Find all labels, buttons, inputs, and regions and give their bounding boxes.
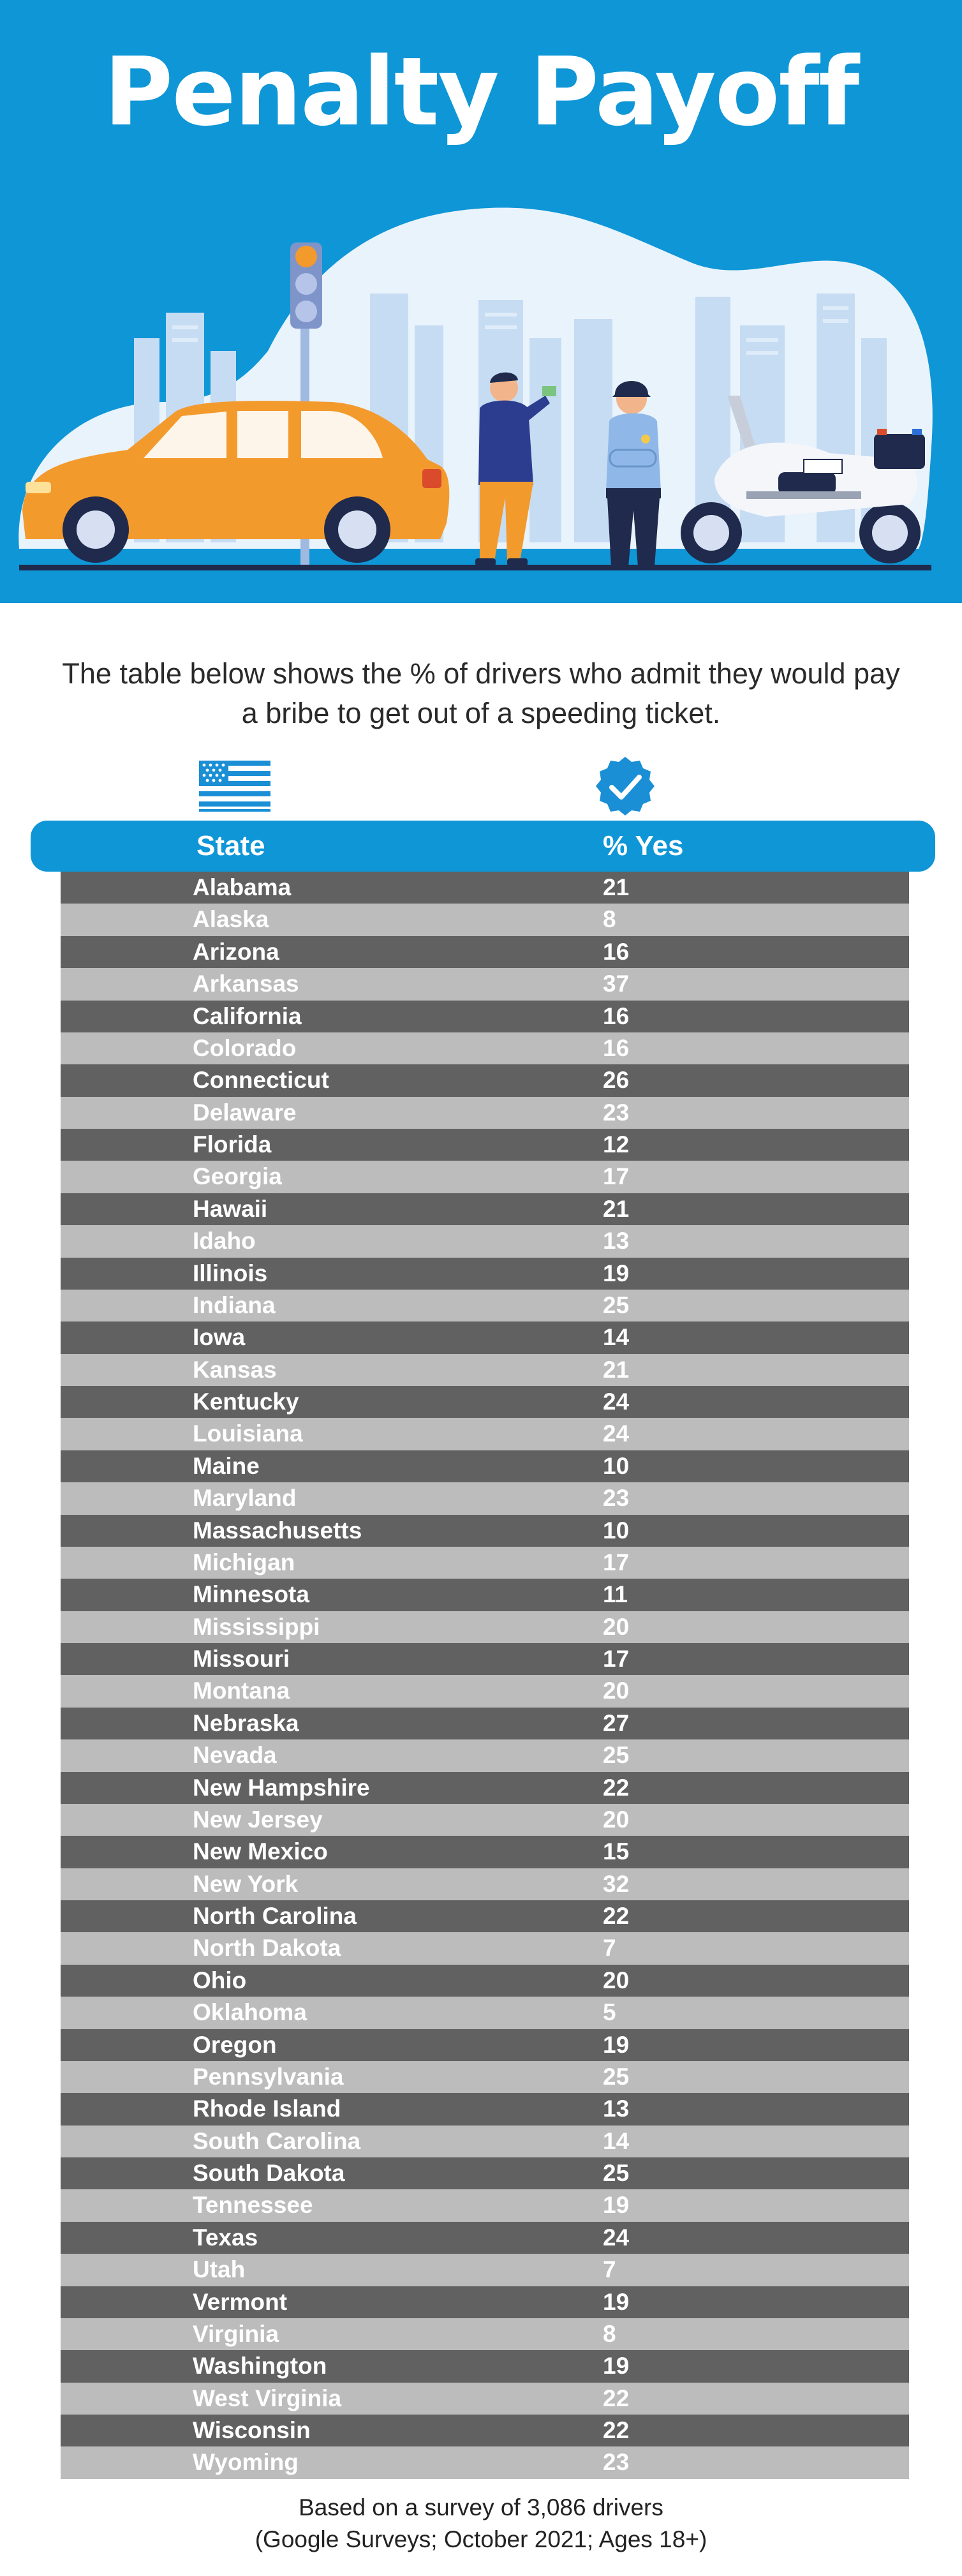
state-cell: New Hampshire (193, 1774, 370, 1801)
percent-yes-cell: 15 (603, 1838, 630, 1865)
percent-yes-cell: 20 (603, 1678, 630, 1704)
state-cell: Oklahoma (193, 1999, 307, 2026)
table-row (61, 1900, 909, 1932)
percent-yes-cell: 21 (603, 1356, 630, 1383)
table-row (61, 1225, 909, 1257)
table-row (61, 1354, 909, 1386)
table-row (61, 1450, 909, 1482)
percent-yes-cell: 10 (603, 1452, 630, 1479)
traffic-stop-illustration (0, 191, 962, 603)
page-title: Penalty Payoff (103, 37, 859, 147)
table-row (61, 2061, 909, 2093)
percent-yes-cell: 16 (603, 1002, 630, 1029)
state-cell: Rhode Island (193, 2096, 341, 2122)
state-cell: Maine (193, 1452, 260, 1479)
percent-yes-cell: 24 (603, 1389, 630, 1415)
percent-yes-cell: 5 (603, 1999, 616, 2026)
table-row (61, 2157, 909, 2189)
state-cell: Nebraska (193, 1709, 299, 1736)
percent-yes-cell: 20 (603, 1806, 630, 1833)
percent-yes-cell: 13 (603, 2096, 630, 2122)
state-cell: Maryland (193, 1485, 297, 1512)
table-row (61, 1772, 909, 1804)
percent-yes-cell: 21 (603, 874, 630, 900)
state-cell: Arkansas (193, 971, 299, 997)
table-row (61, 872, 909, 904)
percent-yes-cell: 7 (603, 2256, 616, 2283)
state-cell: Tennessee (193, 2192, 313, 2219)
state-cell: Hawaii (193, 1195, 268, 1222)
table-row (61, 2029, 909, 2061)
state-cell: South Carolina (193, 2127, 361, 2154)
state-cell: Illinois (193, 1260, 268, 1286)
percent-yes-cell: 22 (603, 2417, 630, 2443)
percent-yes-cell: 17 (603, 1163, 630, 1190)
state-cell: Alaska (193, 906, 269, 933)
state-cell: New Mexico (193, 1838, 328, 1865)
table-row (61, 1965, 909, 1997)
state-cell: Massachusetts (193, 1517, 362, 1544)
state-cell: Indiana (193, 1292, 276, 1318)
percent-yes-cell: 26 (603, 1067, 630, 1094)
percent-yes-cell: 25 (603, 2063, 630, 2090)
state-cell: Iowa (193, 1324, 246, 1351)
state-cell: South Dakota (193, 2160, 345, 2186)
percent-yes-cell: 16 (603, 938, 630, 965)
percent-yes-cell: 23 (603, 2449, 630, 2476)
table-row (61, 1836, 909, 1868)
table-row (61, 968, 909, 1000)
state-cell: Colorado (193, 1034, 297, 1061)
table-row (61, 1386, 909, 1418)
state-cell: Washington (193, 2353, 327, 2379)
percent-yes-cell: 19 (603, 2353, 630, 2379)
state-cell: Missouri (193, 1646, 290, 1672)
state-cell: Texas (193, 2224, 258, 2251)
table-row (61, 1997, 909, 2029)
table-row (61, 1804, 909, 1836)
footnote-line-2: (Google Surveys; October 2021; Ages 18+) (255, 2526, 707, 2552)
percent-yes-cell: 8 (603, 2320, 616, 2347)
percent-yes-cell: 19 (603, 2288, 630, 2315)
state-cell: Delaware (193, 1099, 297, 1126)
state-cell: Wisconsin (193, 2417, 311, 2443)
table-row (61, 1161, 909, 1193)
table-row (61, 1643, 909, 1675)
column-header-state: State (196, 830, 265, 861)
table-row (61, 1675, 909, 1707)
percent-yes-cell: 14 (603, 2127, 630, 2154)
table-row (61, 2286, 909, 2318)
percent-yes-cell: 23 (603, 1485, 630, 1512)
percent-yes-cell: 17 (603, 1646, 630, 1672)
table-row (61, 2350, 909, 2382)
percent-yes-cell: 22 (603, 1774, 630, 1801)
table-row (61, 2318, 909, 2350)
state-cell: Vermont (193, 2288, 288, 2315)
state-cell: Nevada (193, 1742, 277, 1769)
percent-yes-cell: 25 (603, 2160, 630, 2186)
state-cell: Wyoming (193, 2449, 299, 2476)
table-row (61, 936, 909, 968)
table-row (61, 1129, 909, 1161)
percent-yes-cell: 17 (603, 1549, 630, 1575)
us-flag-icon (199, 761, 270, 812)
percent-yes-cell: 19 (603, 1260, 630, 1286)
state-cell: North Carolina (193, 1903, 357, 1929)
state-cell: California (193, 1002, 302, 1029)
state-cell: Mississippi (193, 1613, 320, 1640)
table-row (61, 1868, 909, 1900)
percent-yes-cell: 25 (603, 1742, 630, 1769)
table-row (61, 2415, 909, 2446)
table-row (61, 2222, 909, 2254)
table-row (61, 2254, 909, 2286)
percent-yes-cell: 8 (603, 906, 616, 933)
table-row (61, 1322, 909, 1353)
state-cell: Ohio (193, 1967, 247, 1993)
table-row (61, 1290, 909, 1322)
table-header (31, 821, 935, 872)
state-cell: Utah (193, 2256, 246, 2283)
state-cell: Pennsylvania (193, 2063, 344, 2090)
table-row (61, 1193, 909, 1225)
percent-yes-cell: 32 (603, 1870, 630, 1897)
column-header-percent-yes: % Yes (603, 830, 684, 861)
percent-yes-cell: 24 (603, 2224, 630, 2251)
state-cell: New York (193, 1870, 299, 1897)
footnote-line-1: Based on a survey of 3,086 drivers (299, 2494, 663, 2520)
table-row (61, 1579, 909, 1611)
percent-yes-cell: 19 (603, 2031, 630, 2058)
state-cell: Connecticut (193, 1067, 329, 1094)
state-cell: Idaho (193, 1228, 256, 1254)
state-cell: West Virginia (193, 2385, 342, 2411)
intro-text: The table below shows the % of drivers who admit they would pay a bribe to get out of a speeding ticket. (62, 657, 900, 729)
table-row (61, 2383, 909, 2415)
table-row (61, 1932, 909, 1964)
state-cell: Arizona (193, 938, 279, 965)
state-cell: Kentucky (193, 1389, 299, 1415)
table-row (61, 1547, 909, 1579)
state-cell: Kansas (193, 1356, 277, 1383)
percent-yes-cell: 16 (603, 1034, 630, 1061)
percent-yes-cell: 13 (603, 1228, 630, 1254)
state-cell: Alabama (193, 874, 292, 900)
state-cell: Minnesota (193, 1581, 309, 1608)
percent-yes-cell: 27 (603, 1709, 630, 1736)
header-band (0, 0, 962, 603)
footnote (64, 2492, 898, 2556)
table-row (61, 1258, 909, 1290)
percent-yes-cell: 23 (603, 1099, 630, 1126)
percent-yes-cell: 22 (603, 2385, 630, 2411)
percent-yes-cell: 7 (603, 1935, 616, 1962)
table-row (61, 1739, 909, 1771)
percent-yes-cell: 14 (603, 1324, 630, 1351)
table-row (61, 2446, 909, 2478)
state-cell: Florida (193, 1131, 272, 1158)
table-row (61, 1482, 909, 1514)
table-row (61, 1708, 909, 1739)
table-row (61, 1611, 909, 1643)
percent-yes-cell: 24 (603, 1420, 630, 1447)
table-row (61, 2093, 909, 2125)
percent-yes-cell: 12 (603, 1131, 630, 1158)
table-row (61, 1097, 909, 1129)
table-row (61, 1001, 909, 1032)
percent-yes-cell: 25 (603, 1292, 630, 1318)
table-row (61, 1418, 909, 1450)
table-row (61, 1064, 909, 1096)
percent-yes-cell: 21 (603, 1195, 630, 1222)
state-cell: Louisiana (193, 1420, 303, 1447)
table-row (61, 904, 909, 935)
percent-yes-cell: 11 (603, 1581, 628, 1608)
state-cell: New Jersey (193, 1806, 323, 1833)
table-body (61, 872, 909, 2479)
state-cell: Oregon (193, 2031, 277, 2058)
table-row (61, 2126, 909, 2157)
percent-yes-cell: 20 (603, 1967, 630, 1993)
percent-yes-cell: 10 (603, 1517, 630, 1544)
percent-yes-cell: 37 (603, 971, 630, 997)
state-cell: Georgia (193, 1163, 282, 1190)
percent-yes-cell: 19 (603, 2192, 630, 2219)
percent-yes-cell: 20 (603, 1613, 630, 1640)
table-row (61, 1515, 909, 1547)
state-cell: North Dakota (193, 1935, 341, 1962)
state-cell: Michigan (193, 1549, 295, 1575)
table-row (61, 1032, 909, 1064)
verified-check-icon (593, 754, 657, 818)
state-cell: Virginia (193, 2320, 279, 2347)
percent-yes-cell: 22 (603, 1903, 630, 1929)
state-cell: Montana (193, 1678, 290, 1704)
table-row (61, 2189, 909, 2221)
